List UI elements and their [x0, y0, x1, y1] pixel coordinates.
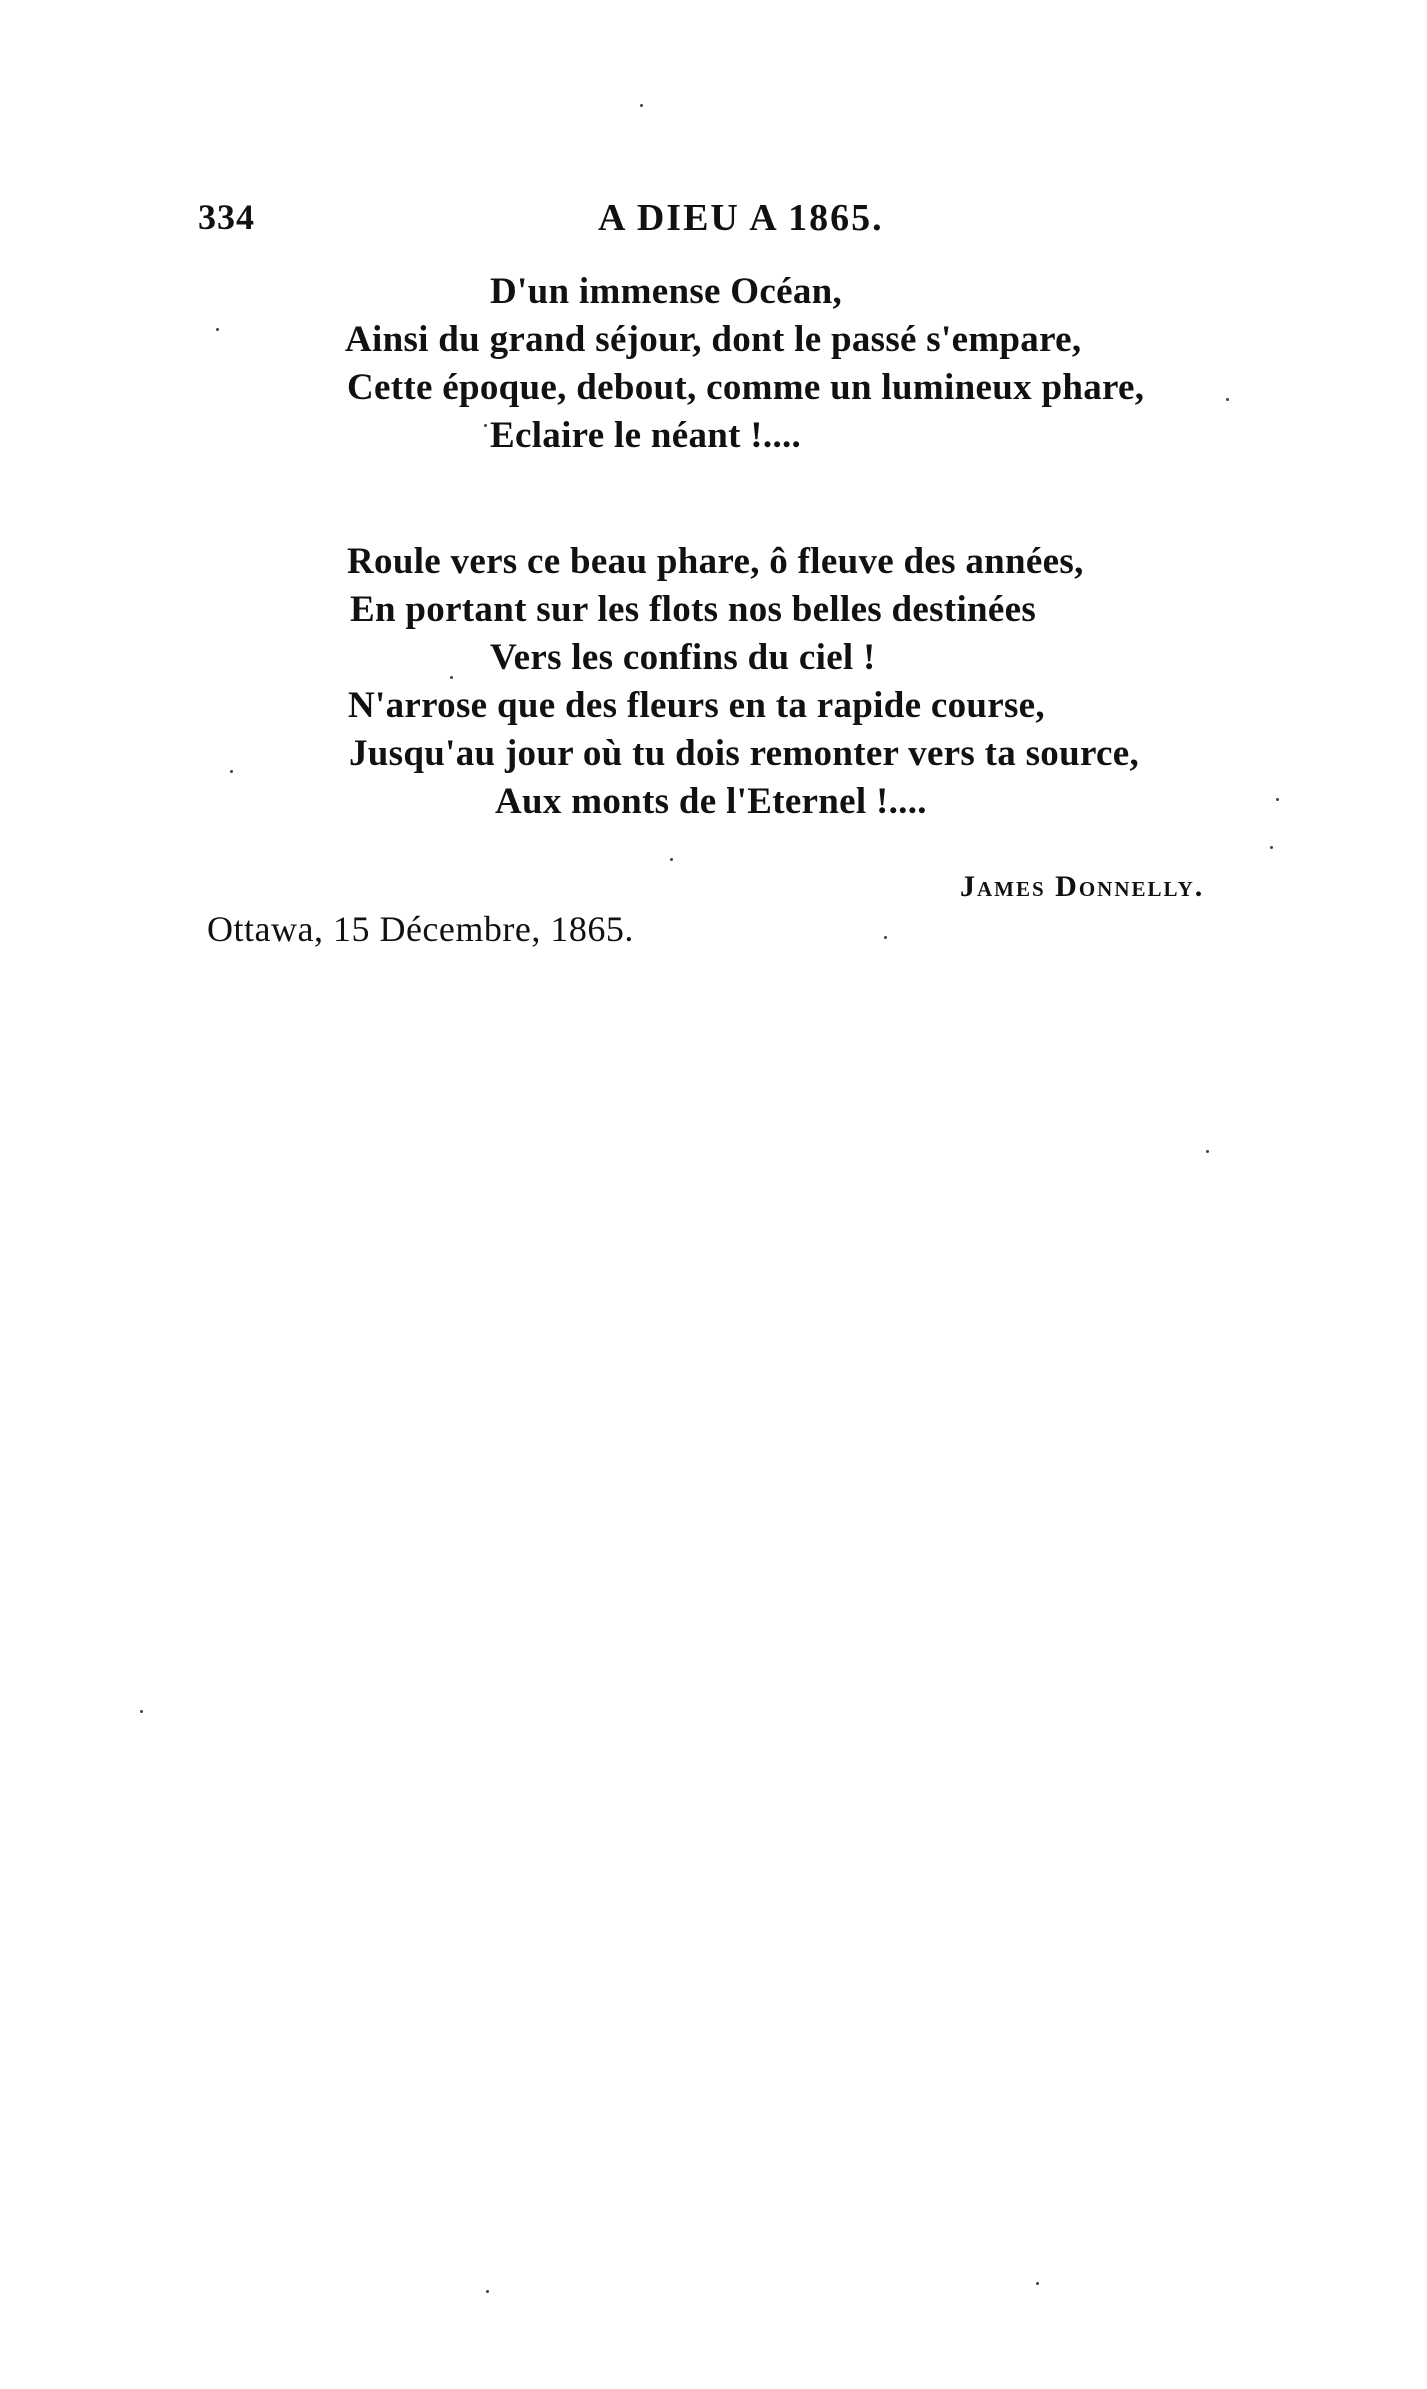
poem-line: Aux monts de l'Eternel !....: [495, 781, 927, 822]
poem-line: Ainsi du grand séjour, dont le passé s'empare,: [345, 319, 1082, 360]
scan-speck: [1276, 798, 1279, 801]
poem-line: En portant sur les flots nos belles destinées: [350, 589, 1037, 630]
scan-speck: [1036, 2282, 1039, 2285]
poem-line: Cette époque, debout, comme un lumineux phare,: [347, 367, 1145, 408]
scan-speck: [230, 770, 233, 773]
poem-line: Eclaire le néant !....: [490, 415, 802, 456]
running-title: A DIEU A 1865.: [598, 197, 884, 239]
scan-speck: [1226, 398, 1229, 401]
scan-speck: [216, 328, 219, 331]
scan-speck: [450, 676, 453, 679]
scan-speck: [670, 858, 673, 861]
dateline: Ottawa, 15 Décembre, 1865.: [207, 909, 634, 949]
scan-speck: [640, 104, 643, 107]
poem-line: D'un immense Océan,: [490, 271, 843, 312]
poem-line: Vers les confins du ciel !: [490, 637, 876, 678]
poem-line: Roule vers ce beau phare, ô fleuve des années,: [347, 541, 1084, 582]
poem-line: N'arrose que des fleurs en ta rapide course,: [348, 685, 1045, 726]
scan-speck: [140, 1710, 143, 1713]
author-signature: James Donnelly.: [960, 870, 1205, 903]
scan-speck: [884, 936, 887, 939]
page-number: 334: [198, 197, 255, 237]
scan-speck: [1270, 846, 1273, 849]
scan-speck: [1206, 1150, 1209, 1153]
poem-line: Jusqu'au jour où tu dois remonter vers ta source,: [349, 733, 1140, 774]
scan-speck: [484, 424, 487, 427]
scan-speck: [486, 2290, 489, 2293]
